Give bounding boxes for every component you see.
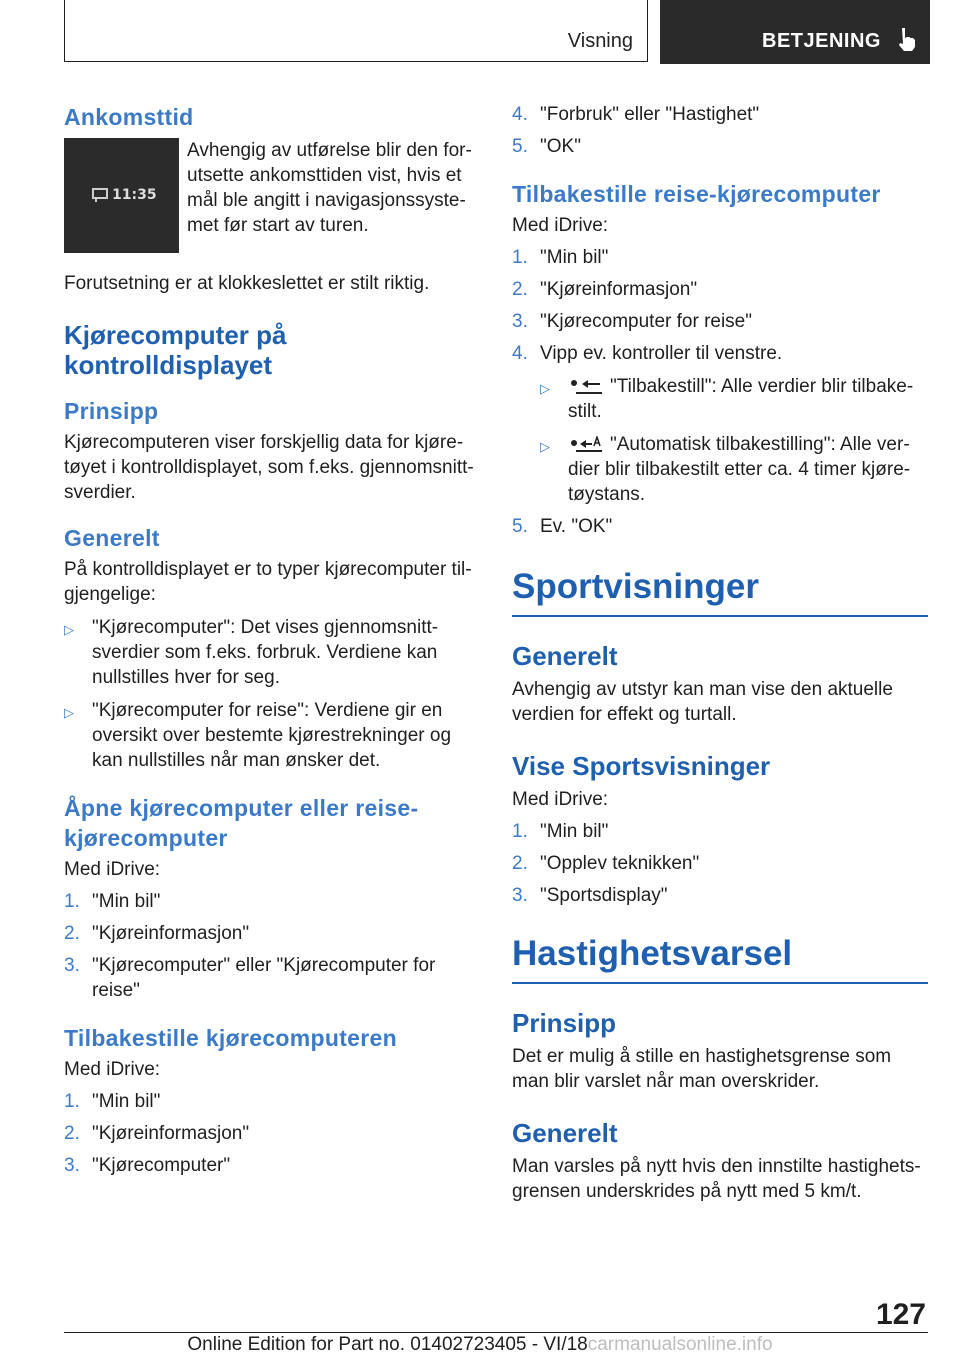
section-title: Visning [567, 30, 633, 52]
left-column [64, 102, 478, 1178]
flag-icon [92, 188, 108, 202]
thumb-time: 11:35 [112, 187, 157, 203]
list-item: 2. "Kjøreinformasjon" [64, 1123, 250, 1144]
list-item: 2. "Kjøreinformasjon" [64, 923, 250, 944]
sport-text: Avhengig av utstyr kan man vise den aktuelle verdien for effekt og turtall. [512, 679, 893, 725]
hand-pointer-icon [896, 26, 918, 52]
list-item: 5. Ev. "OK" [512, 516, 613, 537]
heading-tilbakestille: Tilbakestille kjørecomputeren [64, 1025, 397, 1051]
heading-vise: Vise Sportsvisninger [512, 751, 771, 781]
prinsipp-text: Kjørecomputeren viser forskjellig data for kjøretøyet i kontrolldisplayet, som f.eks. gjennomsnittsverdier. [64, 432, 474, 503]
prereq-text: Forutsetning er at klokkeslettet er stilt riktig. [64, 273, 430, 294]
list-item: ▷ "Automatisk tilbakestilling": Alle verdier blir tilbakestilt etter ca. 4 timer kjøretøystans. [540, 434, 911, 505]
heading-tilbakestille-reise: Tilbakestille reise-kjørecomputer [512, 181, 881, 207]
heading-generelt: Generelt [512, 1118, 618, 1148]
page-header [64, 0, 930, 64]
heading-generelt: Generelt [512, 641, 618, 671]
auto-reset-icon [570, 436, 604, 454]
list-item: 1. "Min bil" [512, 247, 609, 268]
med-idrive: Med iDrive: [64, 1059, 161, 1080]
arrival-time-display-image [64, 138, 179, 253]
heading-prinsipp: Prinsipp [64, 398, 159, 424]
chapter-tab [660, 0, 930, 64]
list-item: 2. "Opplev teknikken" [512, 853, 700, 874]
heading-sportvisninger: Sportvisninger [512, 565, 928, 617]
hast-gen-text: Man varsles på nytt hvis den innstilte hastighetsgrensen underskrides på nytt med 5 km/t. [512, 1156, 921, 1202]
heading-ankomsttid: Ankomsttid [64, 104, 194, 130]
heading-kjorecomputer: Kjørecomputer på kontrolldisplayet [64, 320, 287, 380]
list-item: 1. "Min bil" [512, 821, 609, 842]
list-item: 2. "Kjøreinformasjon" [512, 279, 698, 300]
watermark: carmanualsonline.info [587, 1334, 773, 1355]
list-item: 4. Vipp ev. kontroller til venstre. [512, 343, 783, 364]
section-tab [64, 0, 648, 62]
heading-prinsipp: Prinsipp [512, 1008, 617, 1038]
list-item: ▷ "Tilbakestill": Alle verdier blir tilbakestilt. [540, 376, 914, 422]
hast-text: Det er mulig å stille en hastighetsgrense som man blir varslet når man overskrider. [512, 1046, 892, 1092]
list-item: 1. "Min bil" [64, 1091, 161, 1112]
page-number: 127 [875, 1298, 926, 1331]
chapter-title: BETJENING [762, 30, 881, 52]
list-item: ▷ "Kjørecomputer for reise": Verdiene gir en oversikt over bestemte kjørestrekninger og kan nullstilles når man ønsker det. [64, 700, 452, 771]
edition-text: Online Edition for Part no. 01402723405 - VI/18 [187, 1334, 588, 1355]
generelt-text: På kontrolldisplayet er to typer kjørecomputer tilgjengelige: [64, 559, 472, 605]
med-idrive: Med iDrive: [64, 859, 161, 880]
arrival-text: Avhengig av utførelse blir den forutsette ankomsttiden vist, hvis et mål ble angitt i navigasjonssystemet før start av turen. [187, 140, 472, 236]
heading-hastighetsvarsel: Hastighetsvarsel [512, 932, 928, 984]
list-item: 3. "Kjørecomputer" eller "Kjørecomputer for reise" [64, 955, 436, 1001]
list-item: 4. "Forbruk" eller "Hastighet" [512, 104, 760, 125]
heading-apne: Åpne kjørecomputer eller reisekjørecomputer [64, 795, 419, 851]
heading-generelt: Generelt [64, 525, 160, 551]
list-item: 3. "Kjørecomputer" [64, 1155, 231, 1176]
med-idrive: Med iDrive: [512, 215, 609, 236]
right-column [512, 102, 928, 1204]
med-idrive: Med iDrive: [512, 789, 609, 810]
list-item: ▷ "Kjørecomputer": Det vises gjennomsnittsverdier som f.eks. forbruk. Verdiene kan nullstilles hver for seg. [64, 617, 439, 688]
list-item: 3. "Kjørecomputer for reise" [512, 311, 752, 332]
footer-divider [64, 1332, 928, 1333]
list-item: 5. "OK" [512, 136, 581, 157]
reset-icon [570, 378, 604, 396]
footer [0, 1334, 960, 1356]
list-item: 3. "Sportsdisplay" [512, 885, 668, 906]
list-item: 1. "Min bil" [64, 891, 161, 912]
